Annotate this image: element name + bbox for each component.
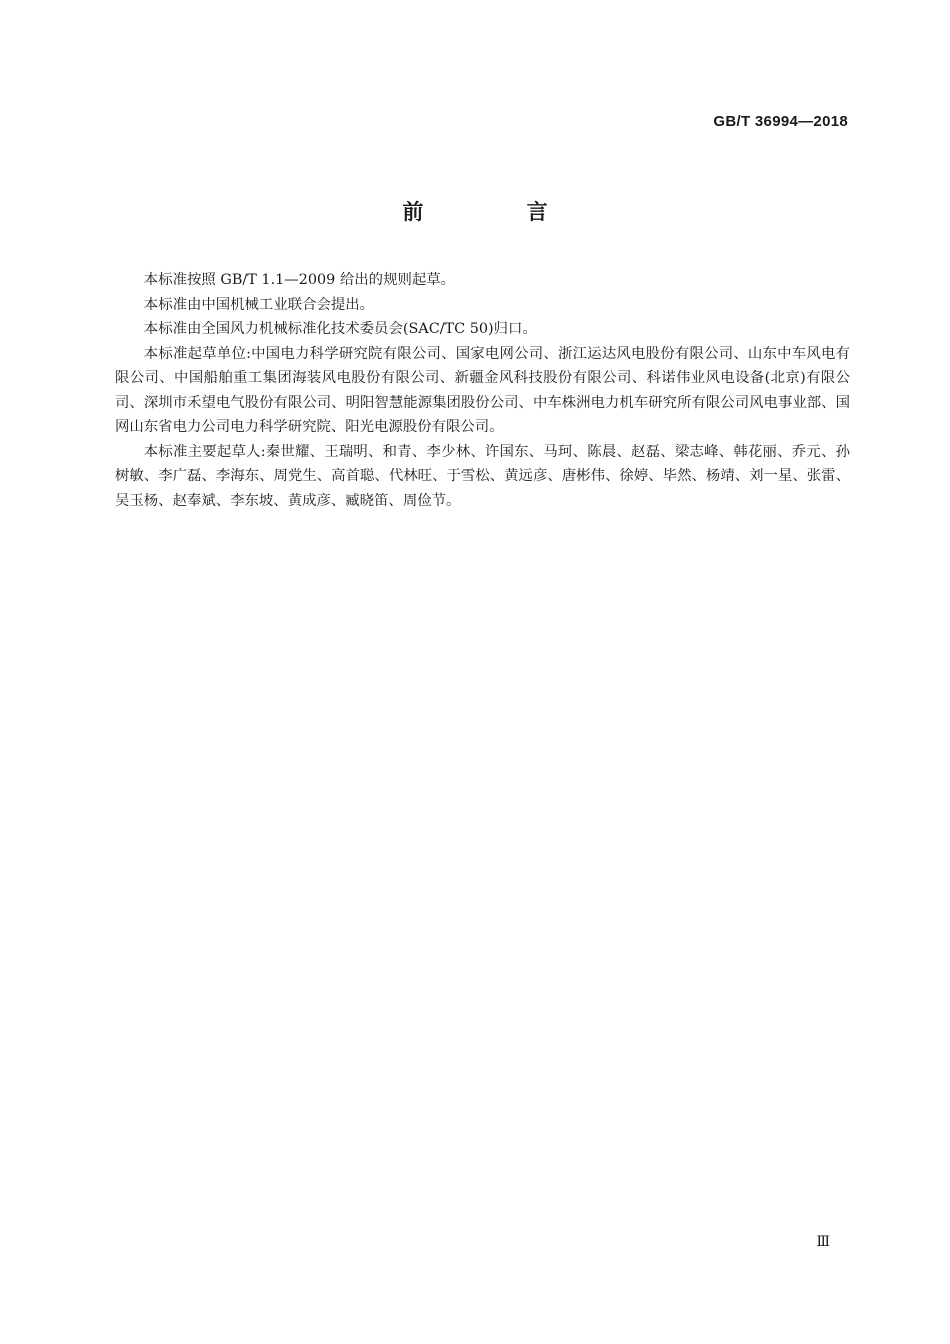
- paragraph-drafters: 本标准主要起草人:秦世耀、王瑞明、和青、李少林、许国东、马珂、陈晨、赵磊、梁志峰、韩花丽、乔元、孙树敏、李广磊、李海东、周党生、高首聪、代林旺、于雪松、黄远彦、唐彬伟、徐婷、毕然、杨靖、刘一星、张雷、吴玉杨、赵奉斌、李东坡、黄成彦、臧晓笛、周俭节。: [115, 443, 850, 509]
- page-number: Ⅲ: [816, 1235, 830, 1250]
- paragraph-drafting-rules: 本标准按照 GB/T 1.1—2009 给出的规则起草。: [143, 272, 456, 288]
- foreword-body: [115, 268, 850, 513]
- standard-code: GB/T 36994—2018: [713, 113, 848, 130]
- paragraph-drafting-units: 本标准起草单位:中国电力科学研究院有限公司、国家电网公司、浙江运达风电股份有限公司、山东中车风电有限公司、中国船舶重工集团海装风电股份有限公司、新疆金风科技股份有限公司、科诺伟业风电设备(北京)有限公司、深圳市禾望电气股份有限公司、明阳智慧能源集团股份公司、中车株洲电力机车研究所有限公司风电事业部、国网山东省电力公司电力科学研究院、阳光电源股份有限公司。: [115, 345, 850, 435]
- paragraph-proposer: 本标准由中国机械工业联合会提出。: [143, 296, 375, 313]
- page-title: 前 言: [402, 200, 596, 224]
- paragraph-administration: 本标准由全国风力机械标准化技术委员会(SAC/TC 50)归口。: [143, 321, 537, 337]
